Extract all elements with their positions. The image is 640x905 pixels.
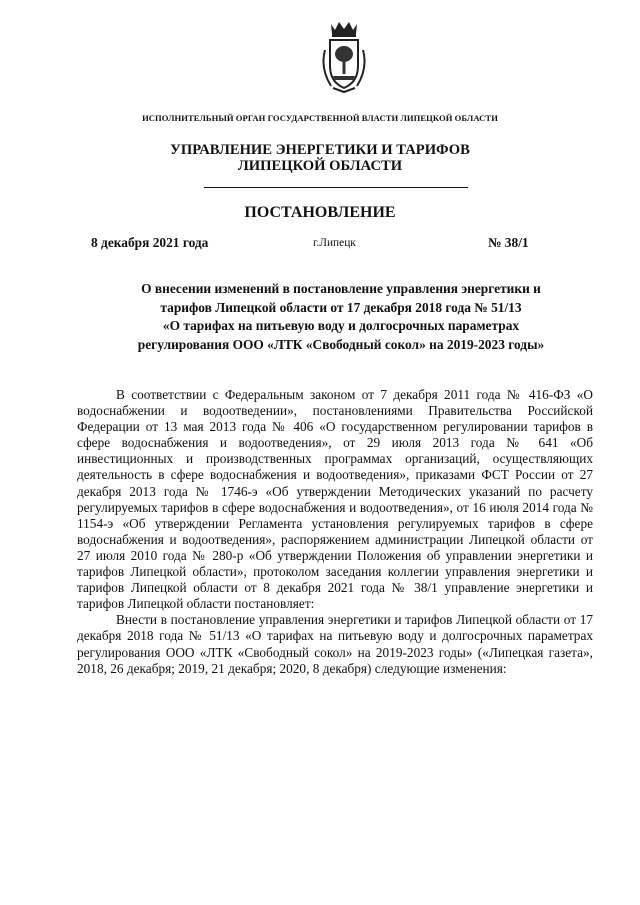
- coat-of-arms-icon: [319, 20, 369, 94]
- subject-line: регулирования ООО «ЛТК «Свободный сокол» на 2019-2023 годы»: [137, 336, 545, 352]
- subject-line: тарифов Липецкой области от 17 декабря 2018 года № 51/13: [160, 299, 522, 315]
- document-subject: [90, 280, 592, 354]
- organization-name: ИСПОЛНИТЕЛЬНЫЙ ОРГАН ГОСУДАРСТВЕННОЙ ВЛАСТИ ЛИПЕЦКОЙ ОБЛАСТИ: [142, 113, 498, 123]
- subject-line: «О тарифах на питьевую воду и долгосрочных параметрах: [162, 318, 520, 334]
- document-city: г.Липецк: [313, 237, 356, 249]
- subject-line: О внесении изменений в постановление управления энергетики и: [141, 281, 541, 296]
- department-line-1: УПРАВЛЕНИЕ ЭНЕРГЕТИКИ И ТАРИФОВ: [170, 142, 470, 158]
- department-name: [0, 142, 640, 174]
- header-divider: [204, 187, 468, 188]
- body-paragraph: В соответствии с Федеральным законом от 7 декабря 2011 года № 416-ФЗ «О водоснабжении и водоотведении», постановлениями Правительства Российской Федерации от 13 мая 2013 года № 406 «О государственном регулировании тарифов в сфере водоснабжения и водоотведения», от 29 июля 2013 года № 641 «Об инвестиционных и производственных программах организаций, осуществляющих деятельность в сфере водоснабжения и водоотведения», приказами ФСТ России от 27 декабря 2013 года № 1746-э «Об утверждении Методических указаний по расчету регулируемых тарифов в сфере водоснабжения и водоотведения», от 16 июля 2014 года № 1154-э «Об утверждении Регламента установления регулируемых тарифов в сфере водоснабжения и водоотведения», распоряжением администрации Липецкой области от 27 июля 2010 года № 280-р «Об утверждении Положения об управлении энергетики и тарифов Липецкой области», протоколом заседания коллегии управления энергетики и тарифов Липецкой области от 8 декабря 2021 года № 38/1 управление энергетики и тарифов Липецкой области постановляет:: [77, 387, 593, 612]
- document-type: ПОСТАНОВЛЕНИЕ: [244, 204, 396, 221]
- document-body: [77, 387, 593, 677]
- document-number: № 38/1: [488, 235, 529, 250]
- body-paragraph: Внести в постановление управления энергетики и тарифов Липецкой области от 17 декабря 2018 года № 51/13 «О тарифах на питьевую воду и долгосрочных параметрах регулирования ООО «ЛТК «Свободный сокол» на 2019-2023 годы» («Липецкая газета», 2018, 26 декабря; 2019, 21 декабря; 2020, 8 декабря) следующие изменения:: [77, 612, 593, 676]
- document-date: 8 декабря 2021 года: [91, 235, 209, 250]
- department-line-2: ЛИПЕЦКОЙ ОБЛАСТИ: [237, 158, 403, 174]
